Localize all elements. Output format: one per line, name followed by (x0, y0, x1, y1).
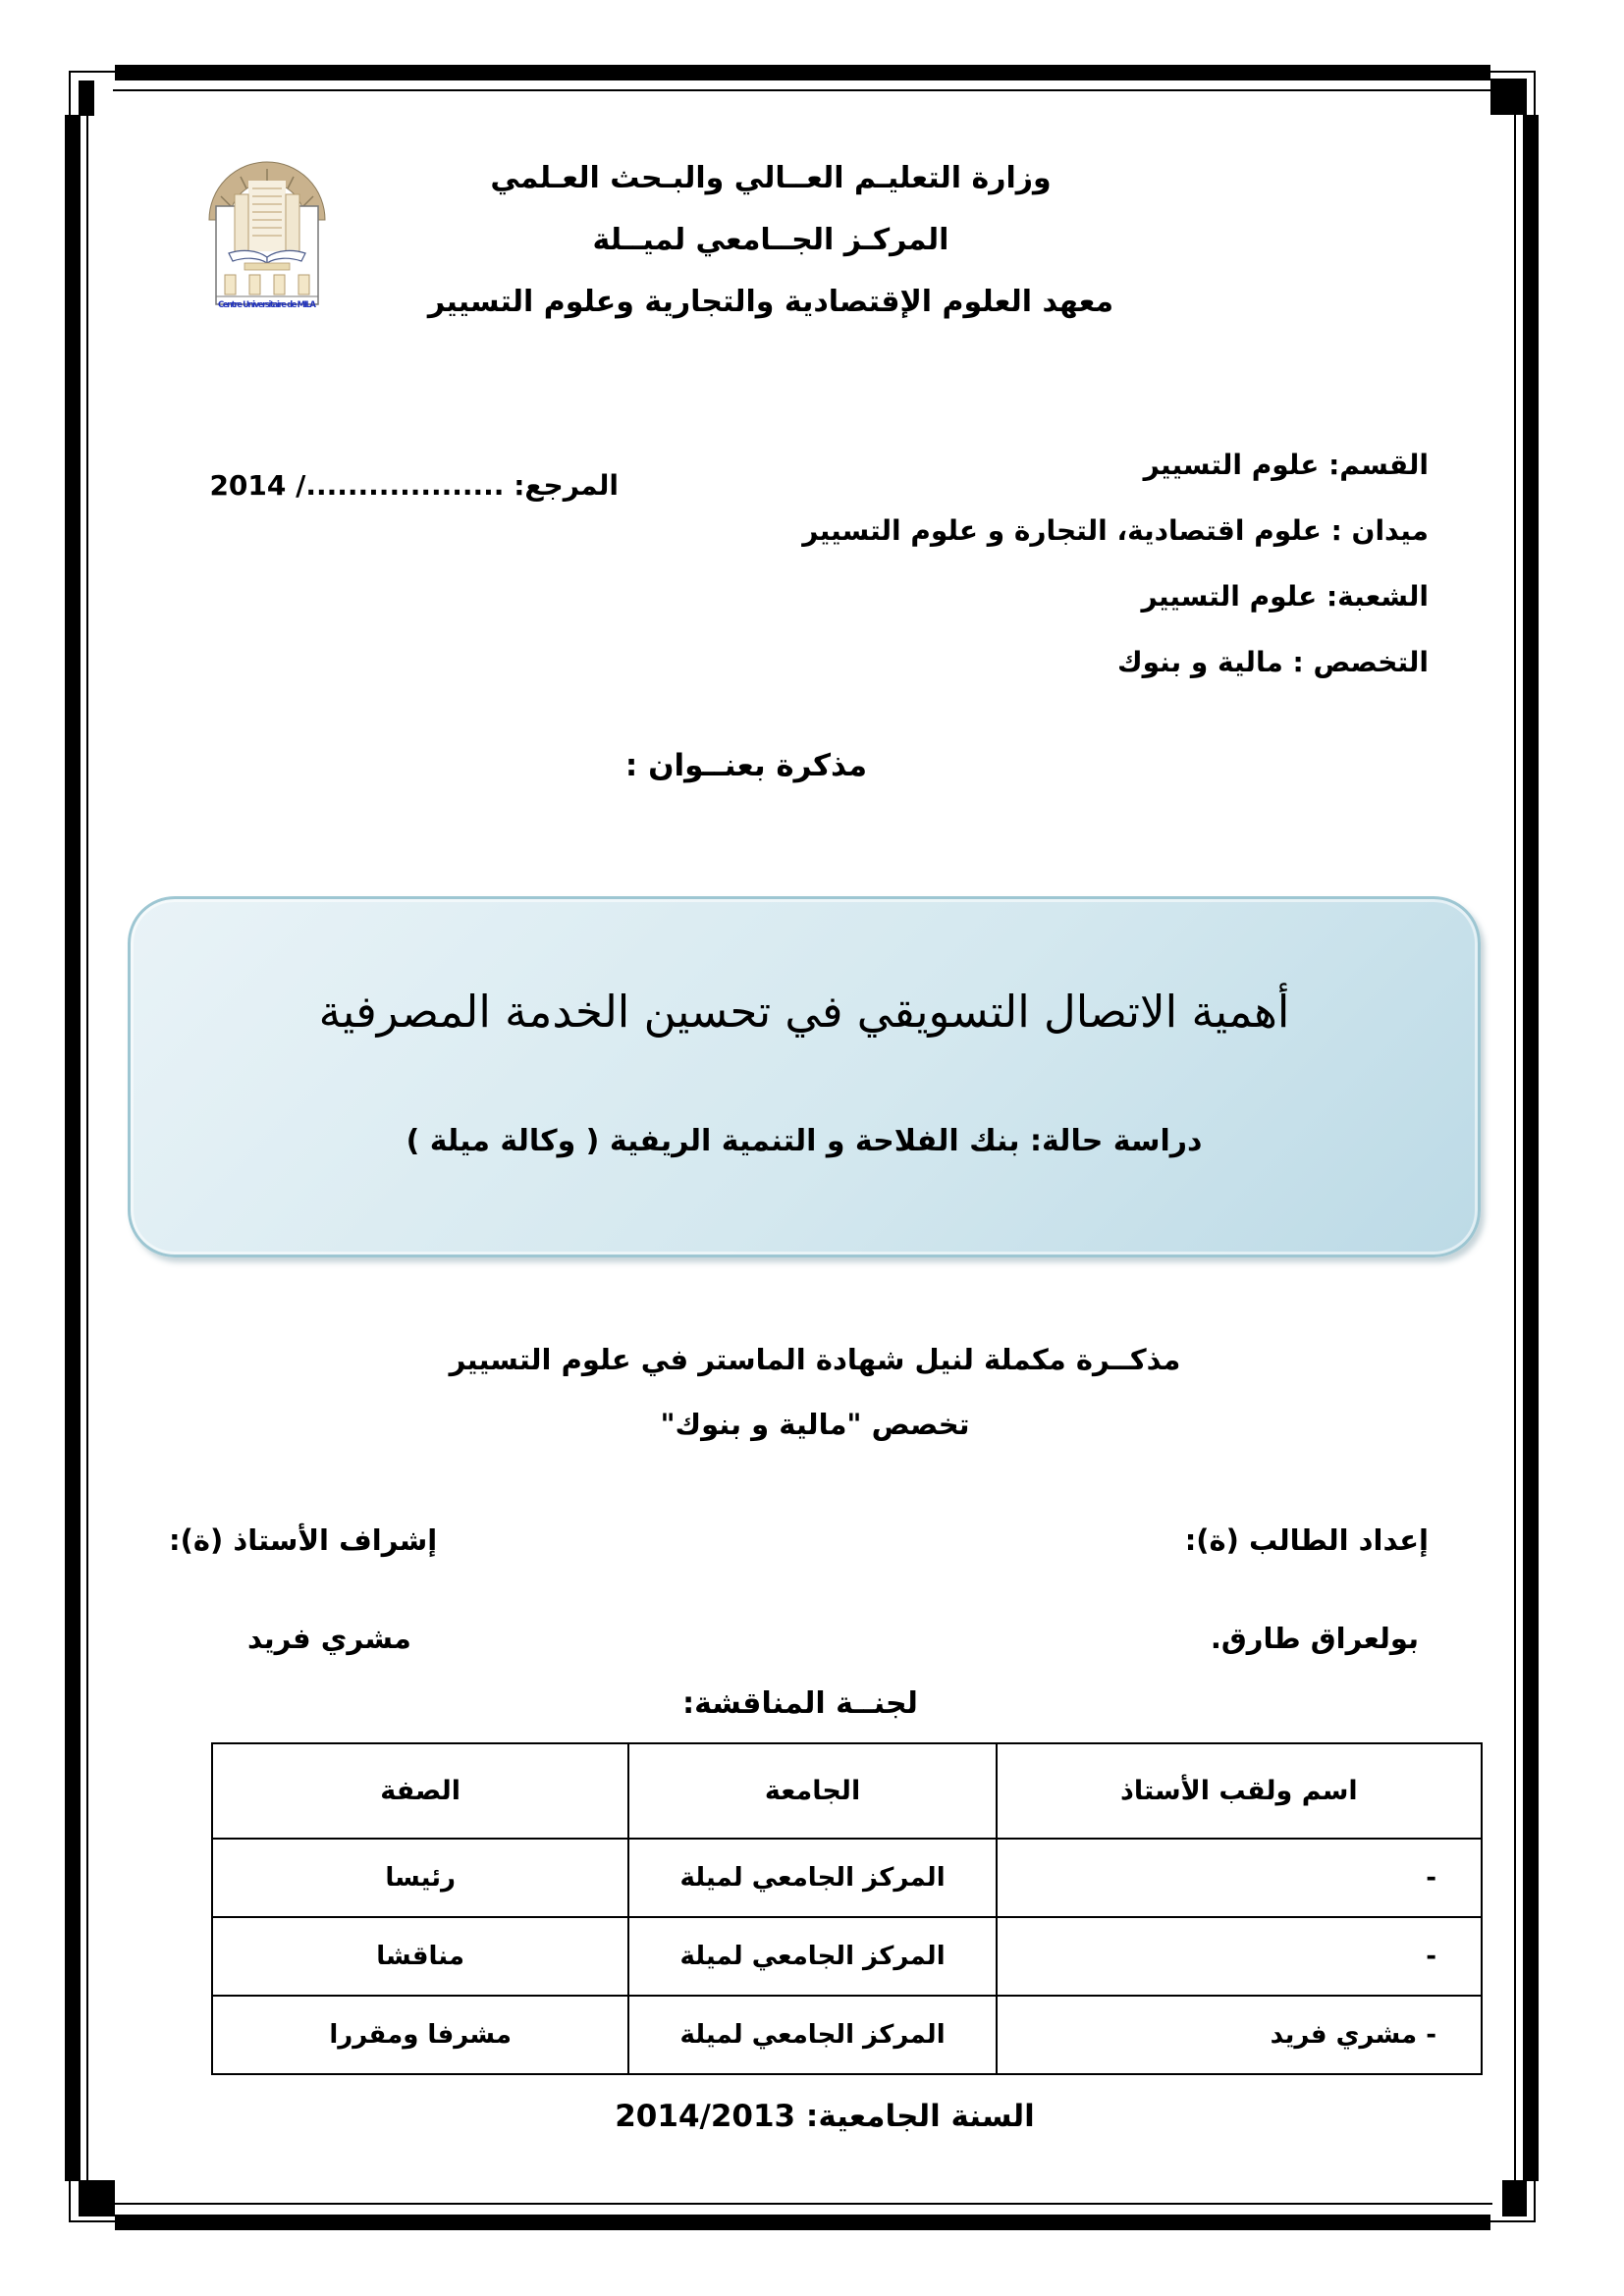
student-label: إعداد الطالب (ة): (1184, 1523, 1429, 1557)
border-thinline-corner-br (1489, 2220, 1536, 2222)
border-thinline-right (1514, 115, 1516, 2182)
case-study-subtitle: دراسة حالة: بنك الفلاحة و التنمية الريفية ( وكالة ميلة ) (406, 1124, 1203, 1158)
table-cell: المركز الجامعي لميلة (628, 1917, 996, 1996)
table-header-row (212, 1743, 1482, 1839)
supervisor-name: مشري فريد (247, 1622, 411, 1655)
table-cell: - (997, 1917, 1482, 1996)
thesis-title: أهمية الاتصال التسويقي في تحسين الخدمة المصرفية (318, 986, 1290, 1038)
table-row (212, 1996, 1482, 2074)
table-cell: مناقشا (212, 1917, 628, 1996)
border-thinline-bottom (111, 2203, 1492, 2205)
border-thinline-corner-tl (69, 71, 116, 73)
border-thinline-corner-bl2 (69, 2177, 71, 2222)
header-role: الصفة (212, 1743, 628, 1839)
memo-title-label: مذكرة بعنــوان : (624, 748, 868, 783)
degree-line: مذكــرة مكملة لنيل شهادة الماستر في علوم التسيير (449, 1343, 1181, 1376)
header-professor-name: اسم ولقب الأستاذ (997, 1743, 1482, 1839)
ministry-line: وزارة التعليـم العــالي والبـحث العـلمي (490, 161, 1052, 195)
supervisor-label: إشراف الأستاذ (ة): (169, 1523, 438, 1557)
academic-year: السنة الجامعية: 2014/2013 (615, 2099, 1035, 2134)
border-thinline-corner-tr (1489, 71, 1536, 73)
field-line: ميدان : علوم اقتصادية، التجارة و علوم التسيير (802, 514, 1429, 547)
table-cell: مشرفا ومقررا (212, 1996, 628, 2074)
degree-specialty-line: تخصص "مالية و بنوك" (660, 1408, 970, 1441)
border-thinline-corner-tr2 (1534, 71, 1536, 116)
committee-table (211, 1742, 1483, 2075)
specialty-line: التخصص : مالية و بنوك (1116, 646, 1429, 678)
border-step-bottom-left (79, 2180, 115, 2216)
border-bar-bottom (115, 2215, 1490, 2230)
border-thinline-left (86, 89, 88, 2205)
table-cell: - (997, 1839, 1482, 1917)
table-cell: - مشري فريد (997, 1996, 1482, 2074)
committee-table-body (212, 1839, 1482, 2074)
reference-line: المرجع: .................../ 2014 (209, 469, 619, 502)
ministry-header (196, 147, 1345, 333)
table-cell: رئيسا (212, 1839, 628, 1917)
logo-caption: Centre Universitaire de MILA (218, 300, 316, 310)
degree-statement (29, 1327, 1600, 1457)
border-thinline-corner-bl (69, 2220, 116, 2222)
border-step-top-right (1490, 79, 1527, 115)
header-university: الجامعة (628, 1743, 996, 1839)
thesis-title-box (128, 896, 1481, 1257)
border-thinline-corner-br2 (1534, 2177, 1536, 2222)
student-name: بولعراق طارق. (1210, 1622, 1419, 1655)
committee-heading: لجنــة المناقشة: (682, 1686, 918, 1721)
border-bar-top (115, 65, 1490, 80)
academic-info (545, 432, 1429, 695)
institute-line: معهد العلوم الإقتصادية والتجارية وعلوم التسيير (427, 285, 1114, 319)
border-thinline-top (113, 89, 1515, 91)
border-thinline-corner-tl2 (69, 71, 71, 116)
table-cell: المركز الجامعي لميلة (628, 1996, 996, 2074)
university-line: المركـز الجــامعي لميــلة (592, 223, 949, 257)
table-row (212, 1917, 1482, 1996)
branch-line: الشعبة: علوم التسيير (1141, 580, 1429, 613)
table-row (212, 1839, 1482, 1917)
department-line: القسم: علوم التسيير (1143, 449, 1429, 481)
border-bar-left (65, 115, 81, 2181)
border-step-bottom-right (1502, 2180, 1527, 2216)
border-bar-right (1523, 115, 1539, 2181)
table-cell: المركز الجامعي لميلة (628, 1839, 996, 1917)
